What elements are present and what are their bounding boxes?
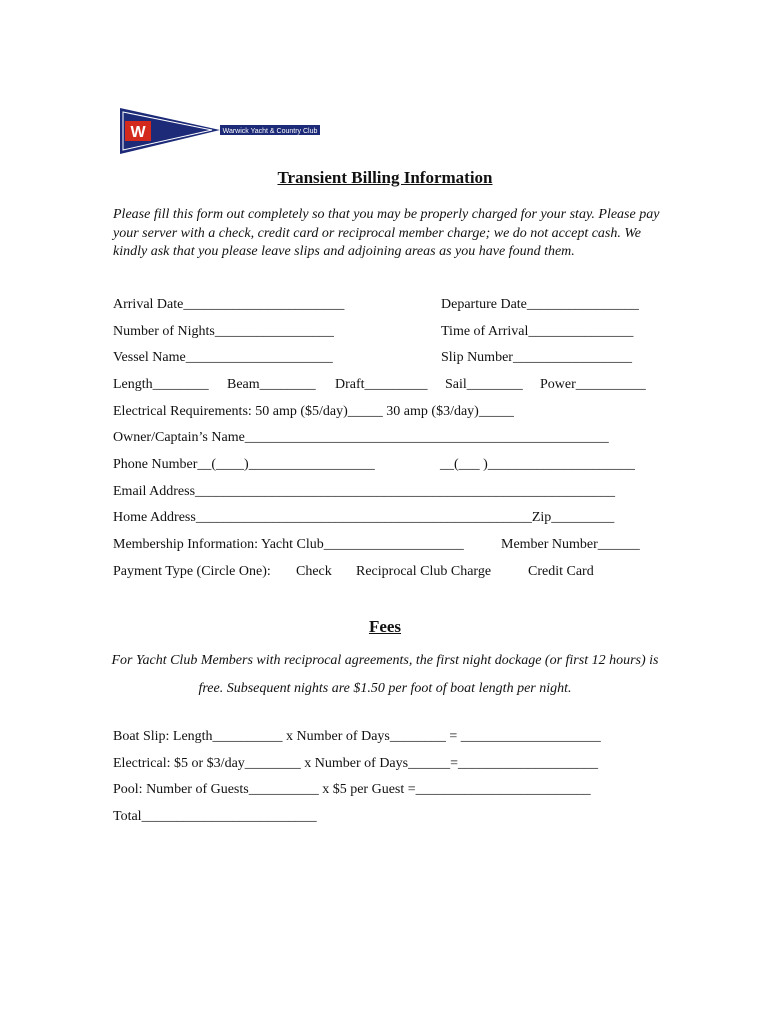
home-address-field[interactable]: Home Address________________________________________________Zip_________ xyxy=(113,510,615,525)
row-payment-type xyxy=(113,562,659,582)
payment-option-check[interactable]: Check xyxy=(296,564,332,579)
logo-letter: W xyxy=(130,124,146,141)
fees-heading: Fees xyxy=(368,617,402,636)
power-field[interactable]: Power__________ xyxy=(540,377,646,392)
row-dates xyxy=(113,295,659,315)
row-electrical-fee xyxy=(113,754,659,774)
phone-alt-field[interactable]: __(___ )_____________________ xyxy=(440,457,635,472)
club-burgee-logo xyxy=(118,106,328,156)
row-pool-fee xyxy=(113,780,659,800)
fees-note: For Yacht Club Members with reciprocal agreements, the first night dockage (or first 12 hours) is free. Subsequent nights are $1.50 per foot of boat length per night. xyxy=(111,653,659,696)
row-electrical xyxy=(113,402,659,422)
total-field[interactable]: Total_________________________ xyxy=(113,809,317,824)
phone-number-field[interactable]: Phone Number__(____)__________________ xyxy=(113,457,375,472)
beam-field[interactable]: Beam________ xyxy=(227,377,316,392)
payment-type-label: Payment Type (Circle One): xyxy=(113,564,271,579)
logo-club-name: Warwick Yacht & Country Club xyxy=(222,128,318,135)
yacht-club-field[interactable]: Membership Information: Yacht Club____________________ xyxy=(113,537,464,552)
row-home-address xyxy=(113,508,659,528)
arrival-date-field[interactable]: Arrival Date_______________________ xyxy=(113,297,345,312)
payment-option-reciprocal[interactable]: Reciprocal Club Charge xyxy=(356,564,492,579)
number-of-nights-field[interactable]: Number of Nights_________________ xyxy=(113,324,334,339)
member-number-field[interactable]: Member Number______ xyxy=(501,537,640,552)
row-nights xyxy=(113,322,659,342)
time-of-arrival-field[interactable]: Time of Arrival_______________ xyxy=(441,324,634,339)
length-field[interactable]: Length________ xyxy=(113,377,209,392)
row-owner xyxy=(113,428,659,448)
vessel-name-field[interactable]: Vessel Name_____________________ xyxy=(113,350,333,365)
intro-text: Please fill this form out completely so that you may be properly charged for your stay. Please pay your server with a check, credit card or reciprocal member charge; we do not accept cash. We kindly ask that you please leave slips and adjoining areas as you have found them. xyxy=(113,207,660,259)
slip-number-field[interactable]: Slip Number_________________ xyxy=(441,350,632,365)
payment-option-credit-card[interactable]: Credit Card xyxy=(528,564,594,579)
row-boat-slip-fee xyxy=(113,727,659,747)
row-vessel xyxy=(113,348,659,368)
row-membership xyxy=(113,535,659,555)
row-total xyxy=(113,807,659,827)
electrical-requirements-field[interactable]: Electrical Requirements: 50 amp ($5/day)_____ 30 amp ($3/day)_____ xyxy=(113,404,514,419)
boat-slip-fee-field[interactable]: Boat Slip: Length__________ x Number of Days________ = ____________________ xyxy=(113,729,601,744)
sail-field[interactable]: Sail________ xyxy=(445,377,523,392)
pool-fee-field[interactable]: Pool: Number of Guests__________ x $5 per Guest =_________________________ xyxy=(113,782,591,797)
row-email xyxy=(113,482,659,502)
page-title: Transient Billing Information xyxy=(277,168,493,187)
departure-date-field[interactable]: Departure Date________________ xyxy=(441,297,639,312)
row-dimensions xyxy=(113,375,659,395)
row-phone xyxy=(113,455,659,475)
electrical-fee-field[interactable]: Electrical: $5 or $3/day________ x Number of Days______=____________________ xyxy=(113,756,598,771)
email-address-field[interactable]: Email Address____________________________________________________________ xyxy=(113,484,616,499)
owner-captain-name-field[interactable]: Owner/Captain’s Name____________________________________________________ xyxy=(113,430,609,445)
draft-field[interactable]: Draft_________ xyxy=(335,377,428,392)
